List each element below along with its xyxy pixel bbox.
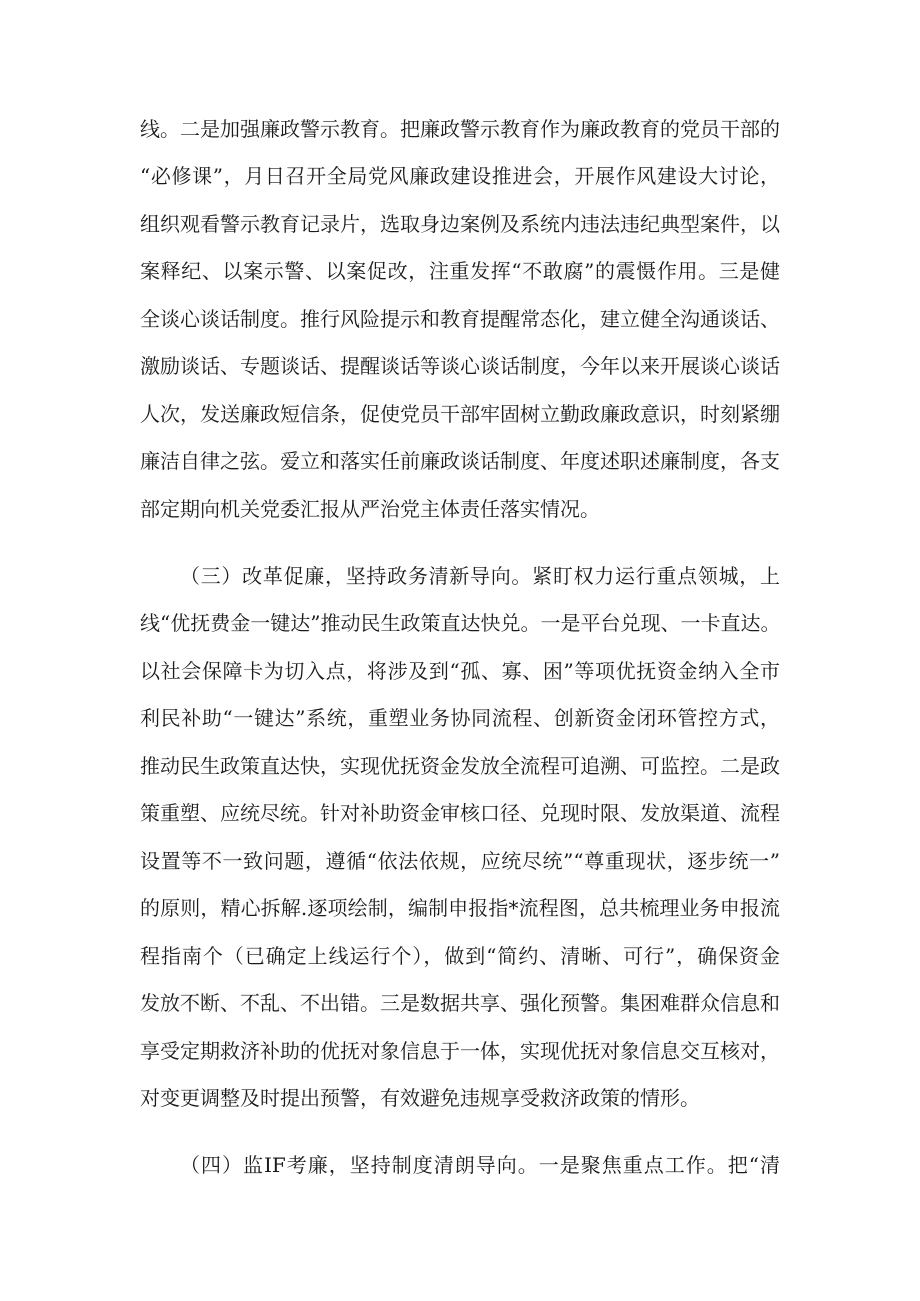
paragraph-2-line-5: 推动民生政策直达快，实现优抚资金发放全流程可追溯、可监控。二是政 — [140, 754, 780, 778]
paragraph-1-line-2: “必修课”，月日召开全局党风廉政建设推进会，开展作风建设大讨论， — [140, 164, 780, 188]
paragraph-1-line-5: 全谈心谈话制度。推行风险提示和教育提醒常态化，建立健全沟通谈话、 — [140, 307, 780, 331]
paragraph-3-line-1: （四）监IF考廉，坚持制度清朗导向。一是聚焦重点工作。把“清 — [180, 1153, 780, 1177]
paragraph-1-line-3: 组织观看警示教育记录片，选取身边案例及系统内违法违纪典型案件，以 — [140, 212, 780, 236]
paragraph-2-line-2: 线“优抚费金一键达”推动民生政策直达快兑。一是平台兑现、一卡直达。 — [140, 611, 781, 635]
paragraph-2-line-8: 的原则，精心拆解.逐项绘制，编制申报指*流程图，总共梳理业务申报流 — [140, 896, 780, 920]
paragraph-1-line-1: 线。二是加强廉政警示教育。把廉政警示教育作为廉政教育的党员干部的 — [140, 117, 780, 141]
paragraph-1-line-7: 人次，发送廉政短信条，促使党员干部牢固树立勤政廉政意识，时刻紧绷 — [140, 402, 780, 426]
paragraph-1-line-8: 廉洁自律之弦。爱立和落实任前廉政谈话制度、年度述职述廉制度，各支 — [140, 449, 780, 473]
paragraph-2-line-4: 利民补助“一键达”系统，重塑业务协同流程、创新资金闭环管控方式， — [140, 706, 780, 730]
paragraph-2-line-7: 设置等不一致问题，遵循“依法依规，应统尽统”“尊重现状，逐步统一” — [140, 849, 780, 873]
paragraph-2-line-3: 以社会保障卡为切入点，将涉及到“孤、寡、困”等项优抚资金纳入全市 — [140, 659, 780, 683]
paragraph-2-line-10: 发放不断、不乱、不出错。三是数据共享、强化预警。集困难群众信息和 — [140, 991, 780, 1015]
paragraph-1-line-9: 部定期向机关党委汇报从严治党主体责任落实情况。 — [140, 497, 600, 521]
paragraph-2-line-11: 享受定期救济补助的优抚对象信息于一体，实现优抚对象信息交互核对， — [140, 1039, 780, 1063]
paragraph-2-line-1: （三）改革促廉，坚持政务清新导向。紧盯权力运行重点领城，上 — [180, 564, 780, 588]
paragraph-2-line-9: 程指南个（已确定上线运行个），做到“简约、清晰、可行”，确保资金 — [140, 944, 780, 968]
paragraph-1-line-6: 激励谈话、专题谈话、提醒谈话等谈心谈话制度，今年以来开展谈心谈话 — [140, 354, 780, 378]
paragraph-1-line-4: 案释纪、以案示警、以案促改，注重发挥“不敢腐”的震慑作用。三是健 — [140, 259, 780, 283]
paragraph-2-line-6: 策重塑、应统尽统。针对补助资金审核口径、兑现时限、发放渠道、流程 — [140, 801, 780, 825]
paragraph-2-line-12: 对变更调整及时提出预警，有效避免违规享受救济政策的情形。 — [140, 1086, 700, 1110]
